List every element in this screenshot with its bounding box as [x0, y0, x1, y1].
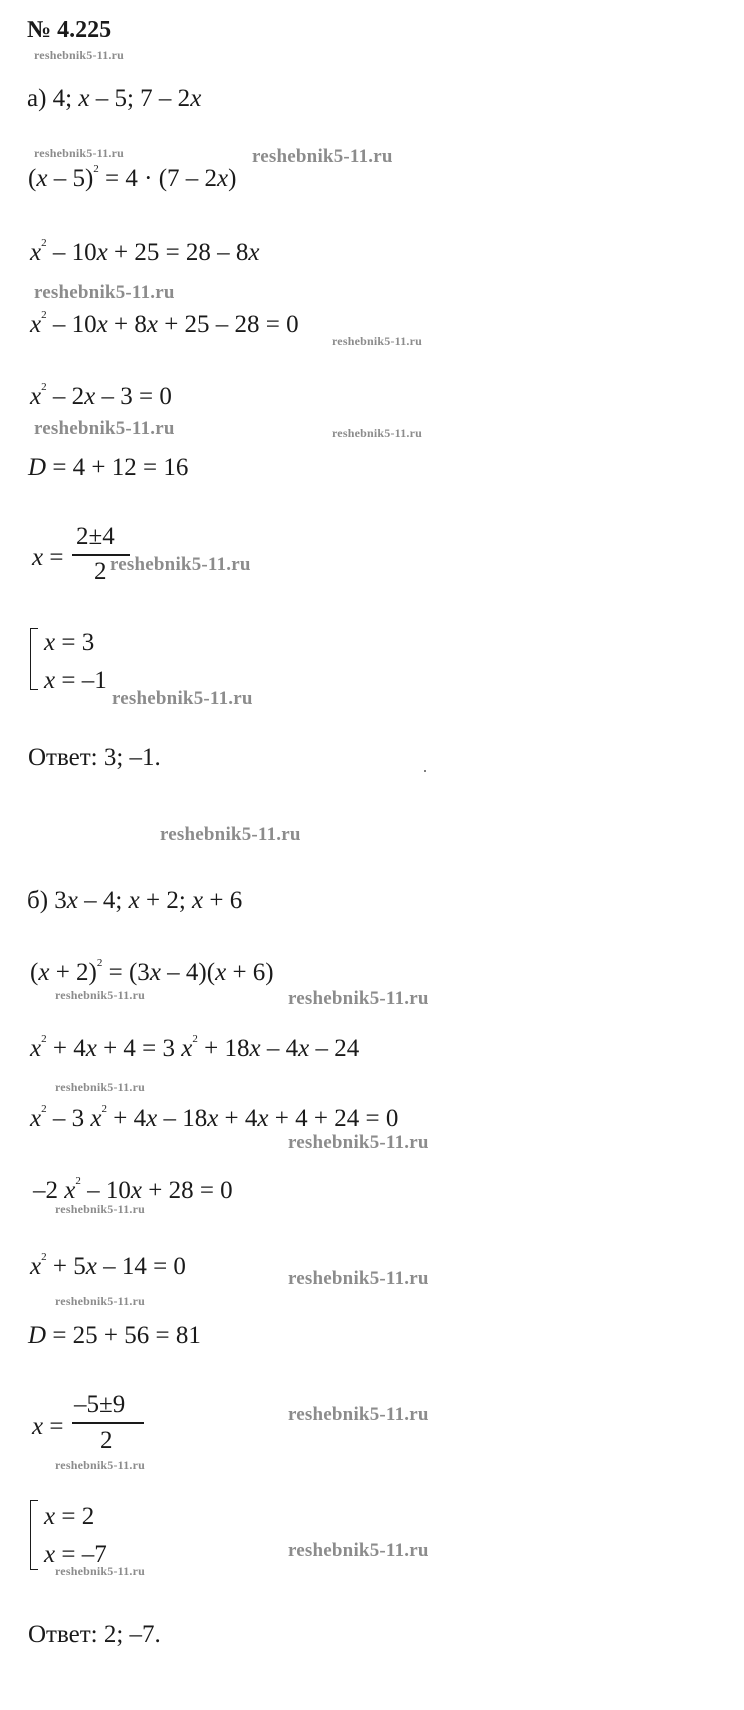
fraction-numerator: 2±4	[76, 523, 115, 550]
watermark: reshebnik5-11.ru	[34, 418, 175, 439]
fraction-bar	[72, 1422, 144, 1424]
discriminant: D = 25 + 56 = 81	[28, 1322, 201, 1349]
solution-root: x = –1	[44, 667, 107, 694]
fraction-denominator: 2	[100, 1427, 113, 1454]
watermark: reshebnik5-11.ru	[252, 146, 393, 167]
watermark: reshebnik5-11.ru	[110, 554, 251, 575]
stray-dot	[424, 770, 426, 772]
part-b-given: б) 3x – 4; x + 2; x + 6	[27, 887, 243, 914]
watermark: reshebnik5-11.ru	[55, 1458, 145, 1472]
equation-line: $x^2 + 5x - 14 = 0$	[30, 1251, 186, 1280]
root-fraction	[72, 1392, 148, 1454]
fraction-numerator: –5±9	[74, 1391, 126, 1418]
discriminant: D = 4 + 12 = 16	[28, 454, 189, 481]
equation-line: $x^2 - 3$ $x^2 + 4x - 18x + 4x + 4 + 24 = 0$	[30, 1103, 399, 1132]
equation-line: $x^2 - 10x + 8x + 25 - 28 = 0$	[30, 309, 299, 338]
fraction-denominator: 2	[94, 558, 107, 585]
equation-line: $x^2 + 4x + 4 = 3$ $x^2 + 18x - 4x - 24$	[30, 1033, 360, 1062]
solution-root: x = 3	[44, 629, 95, 656]
watermark: reshebnik5-11.ru	[55, 1202, 145, 1216]
answer-b: Ответ: 2; –7.	[28, 1621, 161, 1648]
equation-line: $x^2 - 10x + 25 = 28 - 8x$	[30, 237, 260, 266]
root-formula-lhs: x =	[32, 544, 64, 571]
watermark: reshebnik5-11.ru	[332, 426, 422, 440]
equation-line: $x^2 - 2x - 3 = 0$	[30, 381, 172, 410]
root-formula-lhs: x =	[32, 1413, 64, 1440]
watermark: reshebnik5-11.ru	[332, 334, 422, 348]
watermark: reshebnik5-11.ru	[55, 1294, 145, 1308]
solution-bracket	[30, 628, 38, 690]
equation-line: –2 $x^2 - 10x + 28 = 0$	[33, 1175, 233, 1204]
watermark: reshebnik5-11.ru	[288, 1404, 429, 1425]
watermark: reshebnik5-11.ru	[288, 988, 429, 1009]
watermark: reshebnik5-11.ru	[112, 688, 253, 709]
watermark: reshebnik5-11.ru	[160, 824, 301, 845]
part-a-given: а) 4; x – 5; 7 – 2x	[27, 85, 202, 112]
watermark: reshebnik5-11.ru	[288, 1132, 429, 1153]
watermark: reshebnik5-11.ru	[34, 146, 124, 160]
watermark: reshebnik5-11.ru	[34, 282, 175, 303]
watermark: reshebnik5-11.ru	[288, 1268, 429, 1289]
problem-title: № 4.225	[27, 17, 112, 43]
equation-line: $(x + 2)^2 = (3x - 4)(x + 6)$	[30, 957, 274, 986]
solution-root: x = 2	[44, 1503, 95, 1530]
watermark: reshebnik5-11.ru	[55, 988, 145, 1002]
solution-bracket	[30, 1500, 38, 1570]
watermark: reshebnik5-11.ru	[34, 48, 124, 62]
answer-a: Ответ: 3; –1.	[28, 744, 161, 771]
solution-root: x = –7	[44, 1541, 107, 1568]
watermark: reshebnik5-11.ru	[288, 1540, 429, 1561]
watermark: reshebnik5-11.ru	[55, 1564, 145, 1578]
equation-line: (x – 5)$^2$ = 4 · (7 – 2x)	[28, 163, 237, 192]
watermark: reshebnik5-11.ru	[55, 1080, 145, 1094]
